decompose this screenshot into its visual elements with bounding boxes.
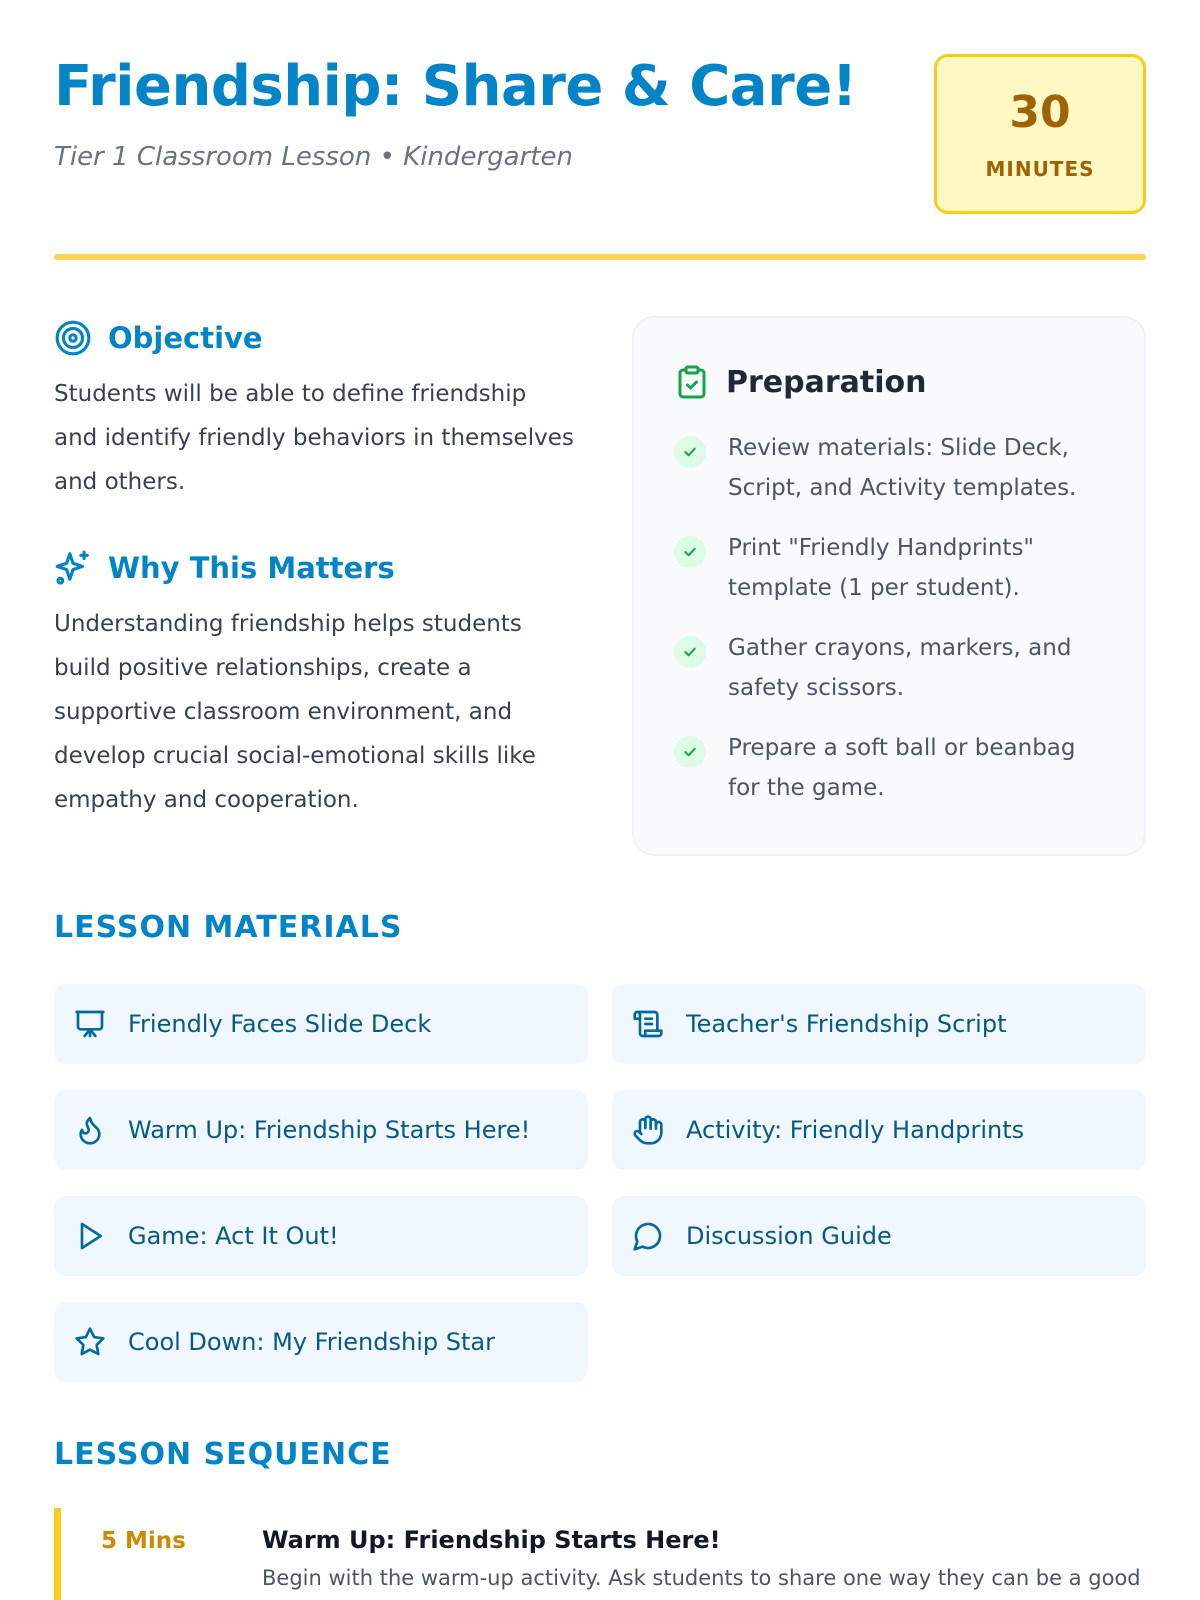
page-subtitle: Tier 1 Classroom Lesson • Kindergarten: [54, 142, 573, 172]
sequence-step-duration: 5 Mins: [101, 1528, 186, 1554]
duration-unit: MINUTES: [985, 157, 1095, 181]
prep-item: [674, 528, 1104, 608]
material-label: Friendly Faces Slide Deck: [128, 1010, 432, 1038]
material-link-discussion[interactable]: [612, 1196, 1146, 1276]
sequence-step-description: Begin with the warm-up activity. Ask students to share one way they can be a good: [262, 1566, 1141, 1590]
material-label: Cool Down: My Friendship Star: [128, 1328, 495, 1356]
material-link-slide-deck[interactable]: [54, 984, 588, 1064]
check-icon: [674, 736, 706, 768]
check-icon: [674, 436, 706, 468]
why-title: Why This Matters: [108, 551, 395, 585]
check-icon: [674, 636, 706, 668]
presentation-icon: [74, 1008, 106, 1040]
flame-icon: [74, 1114, 106, 1146]
page-title: Friendship: Share & Care!: [54, 54, 857, 119]
chat-bubble-icon: [632, 1220, 664, 1252]
material-label: Game: Act It Out!: [128, 1222, 339, 1250]
material-link-activity[interactable]: [612, 1090, 1146, 1170]
material-label: Activity: Friendly Handprints: [686, 1116, 1025, 1144]
material-label: Teacher's Friendship Script: [686, 1010, 1007, 1038]
lesson-header: [54, 50, 1146, 220]
why-heading: [54, 548, 574, 588]
sequence-step-title: Warm Up: Friendship Starts Here!: [262, 1526, 721, 1554]
material-link-warm-up[interactable]: [54, 1090, 588, 1170]
material-link-script[interactable]: [612, 984, 1146, 1064]
prep-item-text: Review materials: Slide Deck, Script, and Activity templates.: [728, 435, 1077, 501]
clipboard-check-icon: [674, 362, 710, 402]
sparkles-icon: [54, 549, 92, 587]
play-icon: [74, 1220, 106, 1252]
why-text: Understanding friendship helps students build positive relationships, create a supportive classroom environment, and develop crucial social-emotional skills like empathy and cooperation.: [54, 611, 536, 813]
material-link-cool-down[interactable]: [54, 1302, 588, 1382]
materials-heading: LESSON MATERIALS: [54, 910, 403, 945]
preparation-card: [632, 316, 1146, 856]
preparation-heading: [674, 358, 1104, 406]
prep-item-text: Prepare a soft ball or beanbag for the game.: [728, 735, 1076, 801]
material-link-game[interactable]: [54, 1196, 588, 1276]
duration-value: 30: [1009, 87, 1071, 138]
header-divider: [54, 254, 1146, 260]
prep-item: [674, 428, 1104, 508]
check-icon: [674, 536, 706, 568]
preparation-title: Preparation: [726, 364, 927, 400]
prep-item: [674, 628, 1104, 708]
hand-icon: [632, 1114, 664, 1146]
prep-item-text: Print "Friendly Handprints" template (1 per student).: [728, 535, 1035, 601]
material-label: Discussion Guide: [686, 1222, 892, 1250]
sequence-step-accent: [54, 1508, 61, 1600]
star-icon: [74, 1326, 106, 1358]
scroll-icon: [632, 1008, 664, 1040]
objective-title: Objective: [108, 321, 263, 355]
objective-text: Students will be able to define friendship and identify friendly behaviors in themselves and others.: [54, 381, 574, 495]
duration-badge: [934, 54, 1146, 214]
prep-item-text: Gather crayons, markers, and safety scissors.: [728, 635, 1072, 701]
target-icon: [54, 319, 92, 357]
prep-item: [674, 728, 1104, 808]
objective-column: [54, 318, 574, 822]
sequence-heading: LESSON SEQUENCE: [54, 1437, 392, 1472]
material-label: Warm Up: Friendship Starts Here!: [128, 1116, 531, 1144]
objective-heading: [54, 318, 574, 358]
